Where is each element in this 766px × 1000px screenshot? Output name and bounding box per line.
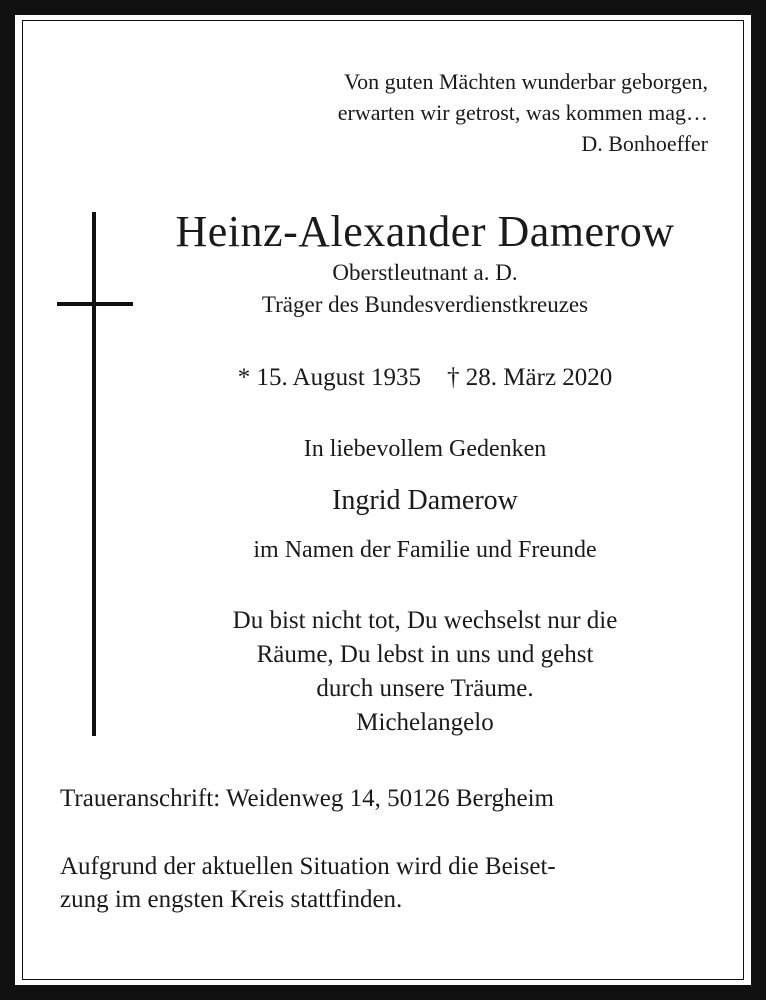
cross-vertical-bar <box>92 212 96 736</box>
motto-quote <box>338 66 708 159</box>
poem-quote <box>100 604 750 740</box>
notice-line: Aufgrund der aktuellen Situation wird die Beiset- <box>60 853 556 880</box>
on-behalf-text: im Namen der Familie und Freunde <box>253 537 597 563</box>
poem-line: Du bist nicht tot, Du wechselst nur die <box>232 607 618 634</box>
poem-line: durch unsere Träume. <box>316 675 534 702</box>
death-date: † 28. März 2020 <box>447 364 613 391</box>
motto-line: Von guten Mächten wunderbar geborgen, <box>344 69 708 94</box>
remembrance-heading: In liebevollem Gedenken <box>303 436 547 462</box>
deceased-name: Heinz-Alexander Damerow <box>175 207 675 256</box>
notice-line: zung im engsten Kreis stattfinden. <box>60 886 403 913</box>
motto-line: erwarten wir getrost, was kommen mag… <box>337 100 708 125</box>
birth-date: * 15. August 1935 <box>237 364 422 391</box>
condolence-address: Traueranschrift: Weidenweg 14, 50126 Bergheim <box>60 785 554 812</box>
life-dates <box>100 361 750 395</box>
deceased-honor: Träger des Bundesverdienstkreuzes <box>261 292 589 317</box>
poem-line: Räume, Du lebst in uns und gehst <box>256 641 594 668</box>
deceased-titles <box>100 257 750 321</box>
deceased-rank: Oberstleutnant a. D. <box>332 260 518 285</box>
poem-author: Michelangelo <box>356 709 494 736</box>
funeral-notice <box>60 850 720 916</box>
mourner-name: Ingrid Damerow <box>332 485 518 516</box>
motto-author: D. Bonhoeffer <box>581 131 708 156</box>
